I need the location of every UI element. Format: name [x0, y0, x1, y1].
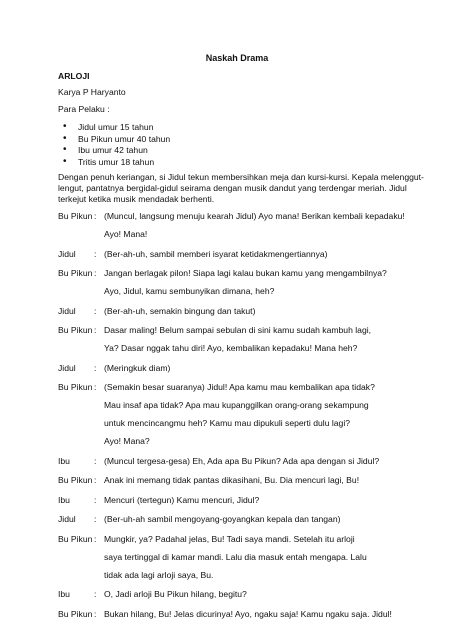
cast-item: • Tritis umur 18 tahun	[58, 157, 434, 169]
intro-paragraph: Dengan penuh keriangan, si Jidul tekun membersihkan meja dan kursi-kursi. Kepala melenggut-lengut, pantatnya bergidal-gidul seirama dengan musik dandut yang terdengar meriah. Jidul terkejut ketika musik mendadak berhenti.	[58, 172, 424, 204]
speaker-colon: :	[94, 268, 97, 278]
speaker-colon: :	[94, 589, 97, 599]
dialogue-line	[58, 306, 434, 317]
dialogue-line	[58, 495, 434, 506]
speech-continuation: untuk mencincangmu heh? Kamu mau dipukuli seperti dulu lagi?	[104, 418, 351, 428]
speech-continuation: Mau insaf apa tidak? Apa mau kupanggilkan orang-orang sekampung	[104, 400, 369, 410]
speaker-colon: :	[94, 362, 97, 373]
dialogue-line	[58, 363, 434, 374]
speaker-colon: :	[94, 325, 97, 335]
speech-continuation: saya tertinggal di kamar mandi. Lalu dia masuk entah mengapa. Lalu	[104, 551, 367, 562]
speaker-name: Bu Pikun	[58, 325, 93, 335]
speaker-name: Bu Pikun	[58, 382, 93, 392]
speaker-name: Jidul	[58, 362, 76, 373]
speaker-colon: :	[94, 494, 97, 505]
dialogue-line	[58, 249, 434, 260]
speaker-name: Ibu	[58, 589, 70, 599]
dialogue-line	[58, 534, 434, 545]
speaker-colon: :	[94, 608, 97, 619]
speaker-name: Jidul	[58, 514, 76, 524]
speech-text: (Ber-uh-ah sambil mengoyang-goyangkan kepala dan tangan)	[104, 514, 341, 524]
speech-text: Mencuri (tertegun) Kamu mencuri, Jidul?	[104, 494, 260, 505]
cast-item: • Ibu umur 42 tahun	[58, 145, 434, 157]
speaker-colon: :	[94, 305, 97, 316]
speaker-colon: :	[94, 514, 97, 524]
speech-text: (Ber-ah-uh, sambil memberi isyarat ketidakmengertiannya)	[104, 248, 328, 259]
speech-text: (Muncul tergesa-gesa) Eh, Ada apa Bu Pikun? Ada apa dengan si Jidul?	[104, 455, 380, 466]
dialogue-line	[58, 211, 434, 222]
cast-item: • Jidul umur 15 tahun	[58, 122, 434, 134]
dialogue-line	[58, 589, 434, 600]
speech-text: (Ber-ah-uh, semakin bingung dan takut)	[104, 305, 256, 316]
speaker-colon: :	[94, 455, 97, 466]
speaker-name: Bu Pikun	[58, 608, 93, 619]
dialogue-line	[58, 456, 434, 467]
speech-continuation: Ayo, Jidul, kamu sembunyikan dimana, heh?	[104, 286, 275, 296]
speech-continuation: Ayo! Mana?	[104, 436, 150, 446]
dialogue-line	[58, 609, 434, 620]
speaker-name: Bu Pikun	[58, 211, 93, 221]
dialogue-line	[58, 514, 434, 525]
speech-text: (Meringkuk diam)	[104, 362, 171, 373]
cast-item: • Bu Pikun umur 40 tahun	[58, 134, 434, 146]
document-title: Naskah Drama	[205, 53, 269, 63]
speech-text: Anak ini memang tidak pantas dikasihani, Bu. Dia mencuri lagi, Bu!	[104, 475, 360, 485]
speech-text: Mungkir, ya? Padahal jelas, Bu! Tadi saya mandi. Setelah itu arloji	[104, 533, 355, 544]
speech-text: (Semakin besar suaranya) Jidul! Apa kamu mau kembalikan apa tidak?	[104, 382, 375, 392]
speech-continuation: Ayo! Mana!	[104, 229, 148, 239]
author-line: Karya P Haryanto	[58, 87, 126, 97]
speech-continuation: tidak ada lagi arloji saya, Bu.	[104, 569, 214, 580]
dialogue-line	[58, 325, 434, 336]
speaker-name: Jidul	[58, 248, 76, 259]
speech-text: Jangan berlagak pilon! Siapa lagi kalau bukan kamu yang mengambilnya?	[104, 268, 387, 278]
speaker-name: Bu Pikun	[58, 268, 93, 278]
cast-list	[58, 122, 434, 168]
dialogue	[58, 211, 434, 620]
play-title: ARLOJI	[58, 71, 90, 81]
speech-text: O, Jadi arloji Bu Pikun hilang, begitu?	[104, 589, 247, 599]
dialogue-line	[58, 475, 434, 486]
speaker-name: Ibu	[58, 494, 70, 505]
speech-text: Bukan hilang, Bu! Jelas dicurinya! Ayo, ngaku saja! Kamu ngaku saja. Jidul!	[104, 608, 392, 619]
speaker-name: Jidul	[58, 305, 76, 316]
speaker-name: Ibu	[58, 455, 70, 466]
dialogue-line	[58, 268, 434, 279]
speech-text: Dasar maling! Belum sampai sebulan di sini kamu sudah kambuh lagi,	[104, 325, 372, 335]
speaker-name: Bu Pikun	[58, 533, 93, 544]
speaker-colon: :	[94, 211, 97, 221]
speaker-colon: :	[94, 475, 97, 485]
speech-continuation: Ya? Dasar nggak tahu diri! Ayo, kembalikan kepadaku! Mana heh?	[104, 343, 358, 353]
speaker-colon: :	[94, 382, 97, 392]
speaker-colon: :	[94, 533, 97, 544]
speech-text: (Muncul, langsung menuju kearah Jidul) Ayo mana! Berikan kembali kepadaku!	[104, 211, 405, 221]
dialogue-line	[58, 382, 434, 393]
cast-heading: Para Pelaku :	[58, 104, 110, 114]
speaker-colon: :	[94, 248, 97, 259]
speaker-name: Bu Pikun	[58, 475, 93, 485]
